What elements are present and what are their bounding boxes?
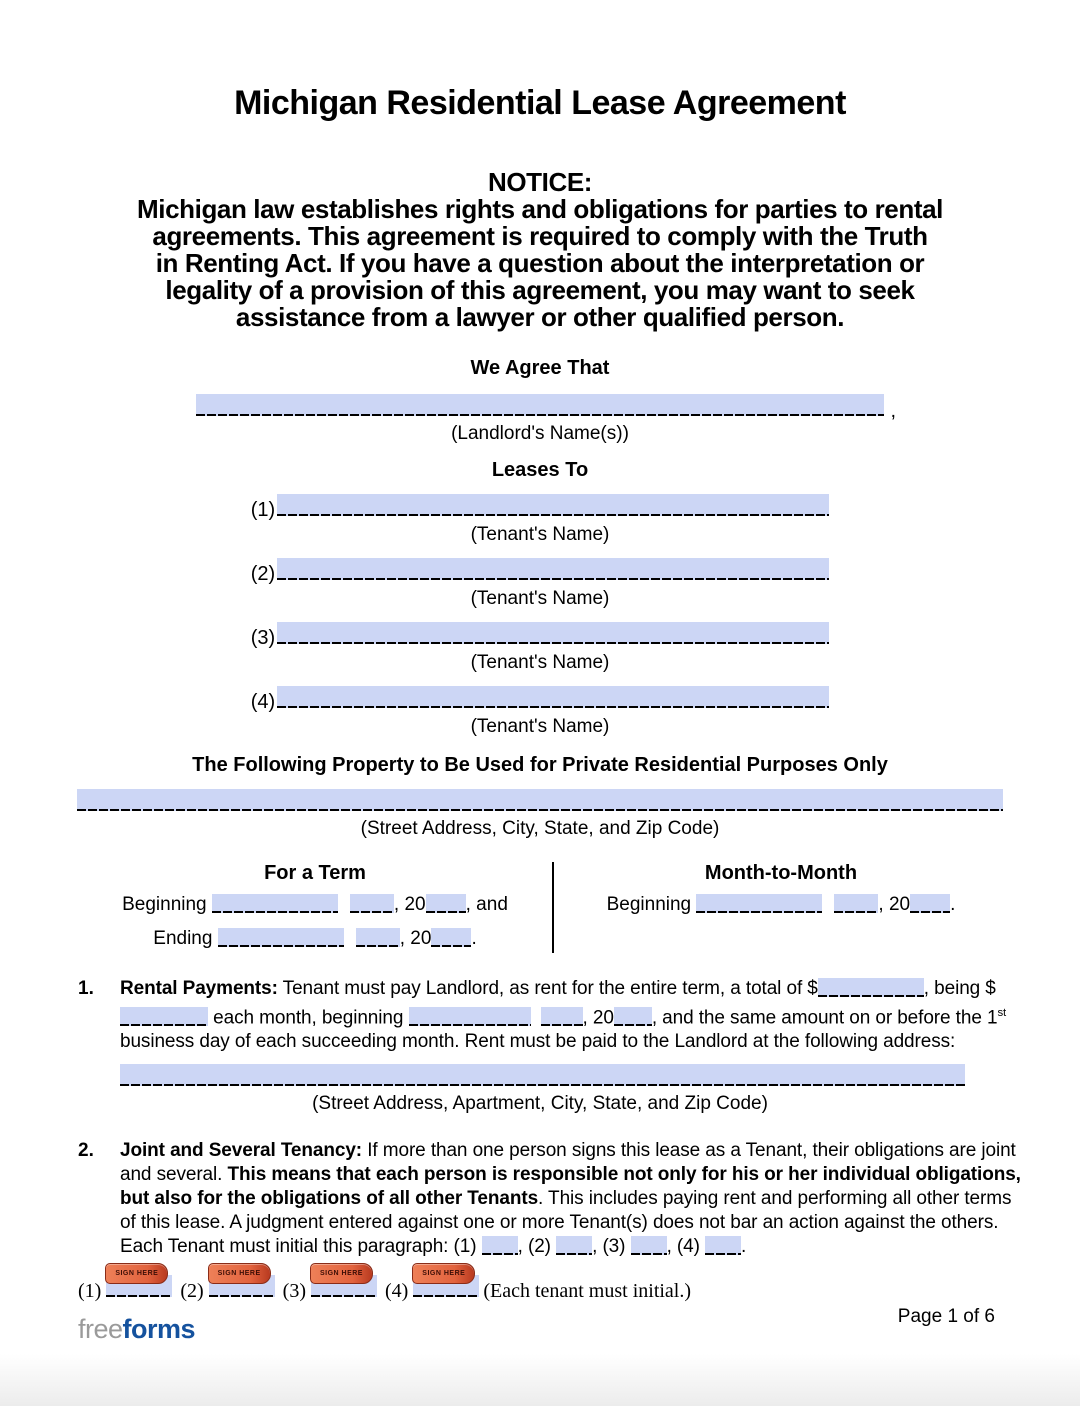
term-end-day-field[interactable] [356, 928, 400, 947]
body-text: If more than one person signs this lease as a Tenant, their obligations are joint and several. [120, 1140, 1016, 1186]
landlord-address-row [120, 1064, 1080, 1091]
notice-heading: NOTICE: [487, 167, 593, 197]
ending-label: Ending [153, 928, 213, 949]
term-fixed-column [78, 862, 552, 953]
tenant-number: (4) [250, 691, 276, 713]
tenant-4-initial-field[interactable] [413, 1270, 479, 1297]
brand-forms: forms [122, 1314, 196, 1344]
month-to-month-heading: Month-to-Month [704, 862, 858, 884]
tenant-number: (3) [250, 627, 276, 649]
term-end-month-field[interactable] [218, 928, 344, 947]
term-begin-day-field[interactable] [350, 894, 394, 913]
landlord-name-field[interactable] [196, 394, 884, 416]
mtm-begin-month-field[interactable] [696, 894, 822, 913]
notice-line: legality of a provision of this agreement, you may want to seek [165, 275, 915, 305]
term-ending-row [153, 925, 476, 953]
landlord-name-row [196, 394, 896, 422]
tenant-row-1 [251, 494, 829, 522]
tenant-2-name-field[interactable] [277, 558, 829, 580]
property-heading: The Following Property to Be Used for Private Residential Purposes Only [192, 754, 888, 776]
mtm-begin-day-field[interactable] [834, 894, 878, 913]
landlord-address-label: (Street Address, Apartment, City, State, and Zip Code) [312, 1093, 768, 1115]
body-text: , and the same amount on or before the 1 [651, 1007, 998, 1029]
body-text: Tenant must pay Landlord, as rent for the entire term, a total of $ [277, 978, 818, 999]
initial-2-inline-field[interactable] [556, 1236, 592, 1255]
we-agree-heading: We Agree That [470, 357, 610, 379]
mtm-begin-year-field[interactable] [910, 894, 950, 913]
tenant-initials-row [78, 1270, 1080, 1303]
initial-number: (3) [282, 1280, 306, 1303]
and-suffix: , and [465, 894, 508, 915]
beginning-label: Beginning [122, 894, 207, 915]
body-text: , (3) [592, 1236, 631, 1258]
section-number: 1. [78, 978, 94, 999]
tenant-3-initial-field[interactable] [311, 1270, 377, 1297]
initial-number: (4) [384, 1280, 409, 1303]
term-end-year-field[interactable] [431, 928, 471, 947]
monthly-rent-field[interactable] [120, 1007, 208, 1026]
tenant-1-name-field[interactable] [277, 494, 829, 516]
term-section [78, 862, 1008, 953]
tenant-name-label: (Tenant's Name) [470, 716, 610, 737]
tenant-number: (2) [250, 563, 276, 585]
section-rental-payments [78, 977, 1080, 1054]
year-prefix: , 20 [399, 928, 432, 949]
notice-line: agreements. This agreement is required to comply with the Truth [152, 221, 928, 251]
tenant-4-name-field[interactable] [277, 686, 829, 708]
page-number: Page 1 of 6 [897, 1306, 995, 1327]
tenant-1-initial-field[interactable] [106, 1270, 172, 1297]
superscript-st: st [997, 1007, 1007, 1019]
body-text: , (2) [517, 1236, 557, 1258]
rent-begin-year-field[interactable] [614, 1007, 652, 1026]
sign-here-stamp[interactable]: SIGN HERE [105, 1263, 168, 1284]
period: . [471, 928, 477, 949]
leases-to-heading: Leases To [491, 459, 589, 481]
landlord-comma: , [890, 400, 896, 422]
term-begin-month-field[interactable] [212, 894, 338, 913]
section-joint-several-tenancy [78, 1139, 1080, 1259]
tenant-name-label: (Tenant's Name) [470, 524, 610, 545]
tenant-row-4 [251, 686, 829, 714]
body-text: , being $ [923, 978, 996, 999]
notice-line: in Renting Act. If you have a question about the interpretation or [155, 248, 925, 278]
period: . [950, 894, 956, 915]
document-title: Michigan Residential Lease Agreement [234, 84, 846, 122]
body-text: , 20 [582, 1007, 614, 1029]
tenant-name-label: (Tenant's Name) [470, 652, 610, 673]
rent-begin-month-field[interactable] [409, 1007, 531, 1026]
mtm-beginning-row [607, 891, 956, 919]
body-text: . [741, 1236, 747, 1258]
total-rent-field[interactable] [818, 978, 924, 997]
tenant-name-label: (Tenant's Name) [470, 588, 610, 609]
term-begin-year-field[interactable] [426, 894, 466, 913]
landlord-name-label: (Landlord's Name(s)) [451, 423, 629, 444]
month-to-month-column [554, 862, 1008, 953]
tenant-3-name-field[interactable] [277, 622, 829, 644]
brand-free: free [78, 1314, 123, 1344]
sign-here-stamp[interactable]: SIGN HERE [412, 1263, 475, 1284]
section-body [120, 1139, 1025, 1259]
freeforms-logo [78, 1314, 195, 1345]
initials-note: (Each tenant must initial.) [483, 1280, 692, 1303]
for-a-term-heading: For a Term [264, 862, 366, 884]
term-beginning-row [122, 891, 508, 919]
body-text: . This includes paying rent and performing all other terms of this lease. A judgment entered against one or more Tenant(s) does not bar an action against the others. Each Tenant must initial this paragraph: (1) [120, 1188, 1012, 1258]
tenant-row-2 [251, 558, 829, 586]
section-body [120, 977, 1025, 1054]
section-title: Joint and Several Tenancy: [120, 1140, 363, 1162]
page-bottom-shade [0, 1354, 1080, 1406]
year-prefix: , 20 [878, 894, 911, 915]
rent-begin-day-field[interactable] [541, 1007, 583, 1026]
section-number: 2. [78, 1140, 94, 1162]
notice-block [0, 169, 1080, 331]
initial-number: (2) [180, 1280, 204, 1303]
tenant-2-initial-field[interactable] [209, 1270, 275, 1297]
body-text: each month, beginning [208, 1007, 409, 1029]
initial-4-inline-field[interactable] [705, 1236, 741, 1255]
tenant-row-3 [251, 622, 829, 650]
body-text: business day of each succeeding month. Rent must be paid to the Landlord at the following address: [120, 1031, 956, 1053]
notice-line: Michigan law establishes rights and obligations for parties to rental [137, 194, 943, 224]
year-prefix: , 20 [393, 894, 426, 915]
beginning-label: Beginning [606, 894, 692, 915]
property-address-field[interactable] [77, 789, 1003, 811]
initial-1-inline-field[interactable] [482, 1236, 518, 1255]
initial-3-inline-field[interactable] [631, 1236, 667, 1255]
sign-here-stamp[interactable]: SIGN HERE [208, 1263, 271, 1284]
section-title: Rental Payments: [120, 978, 278, 999]
property-address-label: (Street Address, City, State, and Zip Code) [360, 818, 720, 839]
sign-here-stamp[interactable]: SIGN HERE [310, 1263, 373, 1284]
notice-line: assistance from a lawyer or other qualified person. [235, 302, 845, 332]
property-address-row [0, 789, 1080, 816]
landlord-payment-address-field[interactable] [120, 1064, 965, 1086]
tenant-number: (1) [250, 499, 276, 521]
initial-number: (1) [78, 1280, 102, 1303]
body-text: , (4) [666, 1236, 706, 1258]
body-text-bold: This means that each person is responsible not only for his or her individual obligations, but also for the obligations of all other Tenants [120, 1164, 1021, 1210]
